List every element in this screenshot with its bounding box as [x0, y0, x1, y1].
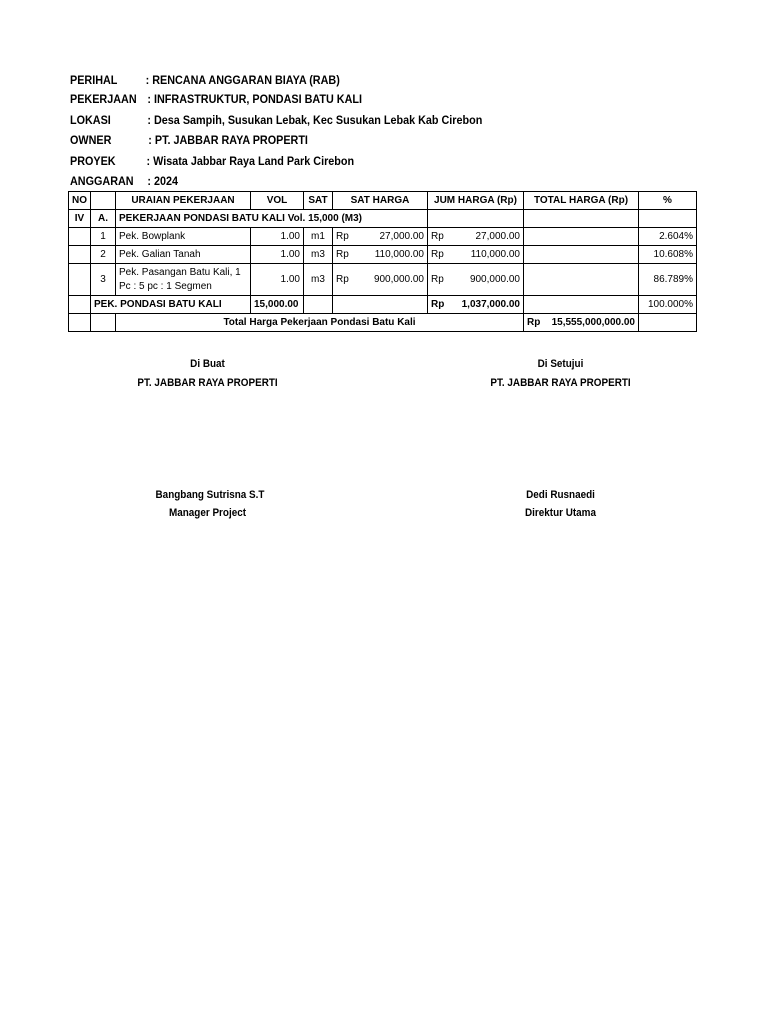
- row-sat: m1: [304, 228, 333, 246]
- row-jum-harga: Rp 900,000.00: [428, 264, 524, 296]
- subtotal-vol: 15,000.00: [251, 296, 304, 314]
- header-perihal: [70, 73, 340, 87]
- proyek-value: : Wisata Jabbar Raya Land Park Cirebon: [146, 154, 355, 168]
- col-uraian-header: URAIAN PEKERJAAN: [116, 192, 251, 210]
- col-vol-header: VOL: [251, 192, 304, 210]
- total-value: Rp 15,555,000,000.00: [524, 314, 639, 332]
- section-title: PEKERJAAN PONDASI BATU KALI Vol. 15,000 (M3): [116, 210, 428, 228]
- row-no: 3: [91, 264, 116, 296]
- col-no-header: NO: [69, 192, 91, 210]
- sig-right-caption: Di Setujui: [537, 358, 584, 370]
- lokasi-label: LOKASI: [70, 113, 111, 127]
- table-row: [69, 264, 697, 296]
- row-sat: m3: [304, 246, 333, 264]
- row-sat-harga: Rp 900,000.00: [333, 264, 428, 296]
- header-anggaran: [70, 174, 179, 188]
- lokasi-value: : Desa Sampih, Susukan Lebak, Kec Susukan Lebak Kab Cirebon: [147, 113, 483, 127]
- row-uraian: Pek. Pasangan Batu Kali, 1 Pc : 5 pc : 1 Segmen: [116, 264, 251, 296]
- proyek-label: PROYEK: [70, 154, 116, 168]
- row-vol: 1.00: [251, 246, 304, 264]
- row-sat-harga: Rp 110,000.00: [333, 246, 428, 264]
- section-sub: A.: [91, 210, 116, 228]
- row-vol: 1.00: [251, 228, 304, 246]
- table-row: [69, 228, 697, 246]
- col-sat-harga-header: SAT HARGA: [333, 192, 428, 210]
- subtotal-jum-harga: Rp 1,037,000.00: [428, 296, 524, 314]
- section-no: IV: [69, 210, 91, 228]
- row-vol: 1.00: [251, 264, 304, 296]
- subtotal-row: [69, 296, 697, 314]
- total-label: Total Harga Pekerjaan Pondasi Batu Kali: [116, 314, 524, 332]
- row-jum-harga: Rp 110,000.00: [428, 246, 524, 264]
- rab-table: [68, 191, 697, 332]
- header-pekerjaan: [70, 92, 362, 106]
- row-persen: 86.789%: [639, 264, 697, 296]
- header-lokasi: [70, 113, 483, 127]
- owner-label: OWNER: [70, 133, 112, 147]
- row-jum-harga: Rp 27,000.00: [428, 228, 524, 246]
- sig-left-caption: Di Buat: [190, 358, 225, 370]
- subtotal-label: PEK. PONDASI BATU KALI: [91, 296, 251, 314]
- sig-left-title: Manager Project: [168, 507, 247, 519]
- header-proyek: [70, 154, 355, 168]
- col-persen-header: %: [639, 192, 697, 210]
- sig-left-company: PT. JABBAR RAYA PROPERTI: [137, 377, 278, 389]
- table-row: [69, 246, 697, 264]
- sig-left-name: Bangbang Sutrisna S.T: [155, 489, 265, 501]
- row-sat-harga: Rp 27,000.00: [333, 228, 428, 246]
- col-total-harga-header: TOTAL HARGA (Rp): [524, 192, 639, 210]
- row-uraian: Pek. Galian Tanah: [116, 246, 251, 264]
- row-no: 2: [91, 246, 116, 264]
- anggaran-label: ANGGARAN: [70, 174, 134, 188]
- anggaran-value: : 2024: [147, 174, 179, 188]
- row-persen: 10.608%: [639, 246, 697, 264]
- pekerjaan-label: PEKERJAAN: [70, 92, 137, 106]
- row-persen: 2.604%: [639, 228, 697, 246]
- header-owner: [70, 133, 308, 147]
- sig-right-title: Direktur Utama: [525, 507, 596, 519]
- sig-right-company: PT. JABBAR RAYA PROPERTI: [490, 377, 631, 389]
- pekerjaan-value: : INFRASTRUKTUR, PONDASI BATU KALI: [147, 92, 362, 106]
- col-sub-header: [91, 192, 116, 210]
- subtotal-persen: 100.000%: [639, 296, 697, 314]
- row-uraian: Pek. Bowplank: [116, 228, 251, 246]
- perihal-value: : RENCANA ANGGARAN BIAYA (RAB): [145, 73, 340, 87]
- owner-value: : PT. JABBAR RAYA PROPERTI: [148, 133, 308, 147]
- section-row: [69, 210, 697, 228]
- sig-right-name: Dedi Rusnaedi: [526, 489, 595, 501]
- row-no: 1: [91, 228, 116, 246]
- perihal-label: PERIHAL: [70, 73, 118, 87]
- col-jum-harga-header: JUM HARGA (Rp): [428, 192, 524, 210]
- total-row: [69, 314, 697, 332]
- col-sat-header: SAT: [304, 192, 333, 210]
- row-sat: m3: [304, 264, 333, 296]
- table-header-row: [69, 192, 697, 210]
